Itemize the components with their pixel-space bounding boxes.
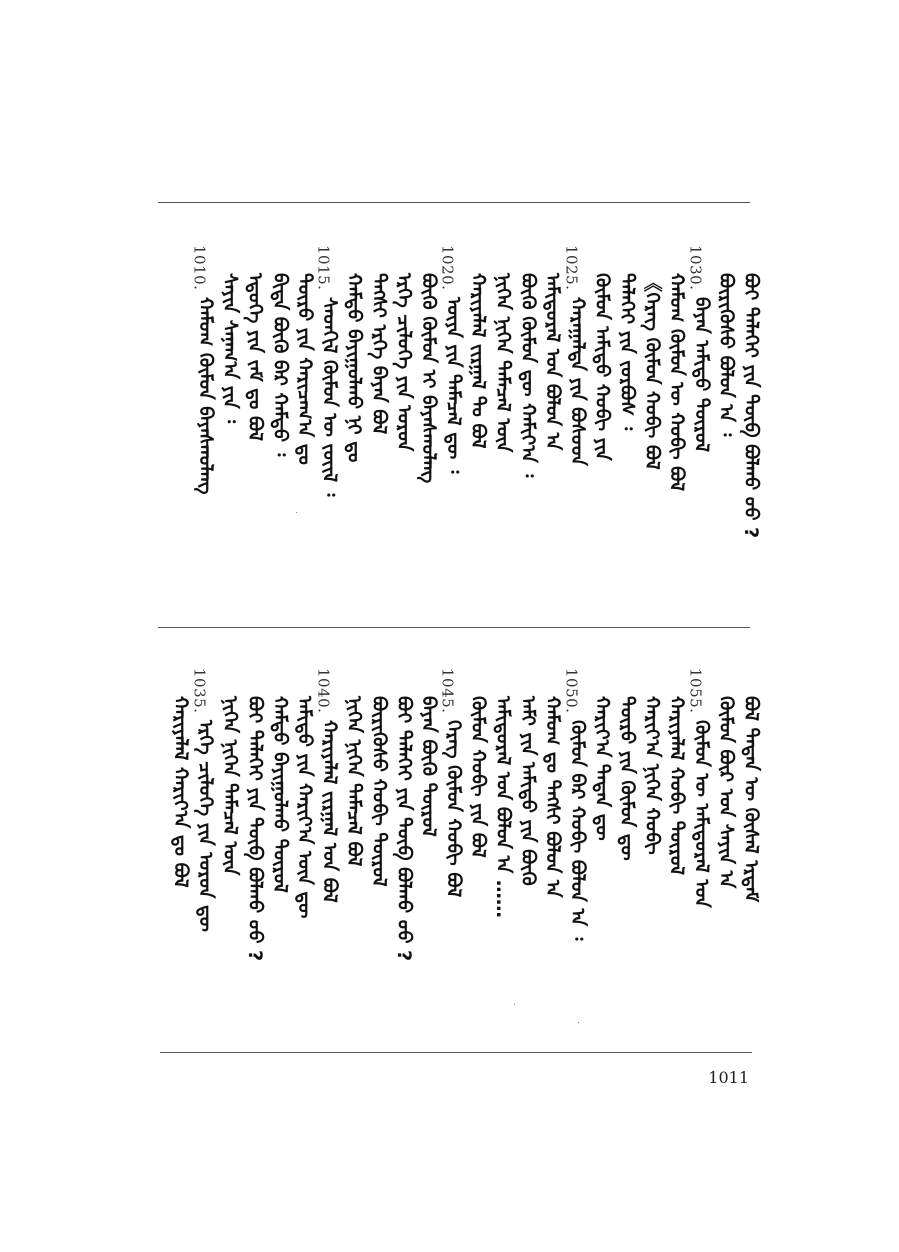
verse-line: ᠪᠣᠢ ᠳᠡᠯᠡᠬᠡᠢ ᠶᠢᠨ ᠲᠥᠪ ᠪᠣᠯᠬᠤ ᠤᠤ ? bbox=[392, 696, 415, 962]
verse-line: ᠬᠠᠷᠢᠶᠠᠯᠠᠯ ᠵᠢᠷᠭᠠᠯ ᠤᠨ ᠪᠣᠯ bbox=[318, 720, 341, 903]
line-number: 1010. bbox=[190, 245, 209, 291]
verse-line: ᠬᠠᠮᠲᠤ ᠪᠠᠶᠢᠭᠤᠯᠬᠤ ᠲᠥᠷᠥᠯ bbox=[268, 696, 291, 893]
verse-line: ᠨᠢᠭᠡᠨ ᠨᠢᠭᠡᠨ ᠲᠡᠮᠡᠴᠡᠯ ᠦᠨ bbox=[492, 273, 514, 453]
line-number: 1045. bbox=[438, 668, 457, 714]
verse-line: ᠰᠡᠳᠬᠢᠯ ᠬᠦᠮᠦᠨ ᠦ ᠵᠦᠢᠯ ᠄ bbox=[318, 297, 341, 497]
line-number: 1035. bbox=[190, 668, 209, 714]
verse-line: ᠬᠠᠷᠢᠶᠠᠯᠠᠯ ᠬᠤᠪᠢ ᠲᠥᠷᠥᠯ bbox=[665, 696, 688, 876]
verse-line: ᠪᠦᠬᠦ ᠬᠦᠮᠦᠨ ᠢ ᠪᠠᠶᠠᠰᠬᠤᠯᠠᠩ bbox=[417, 273, 440, 484]
verse-line: ᠬᠠᠷᠢᠶᠠᠯᠠᠯ ᠵᠢᠷᠭᠠᠯ ᠲᠤ ᠪᠣᠯ bbox=[467, 273, 490, 449]
line-number: 1020. bbox=[438, 245, 457, 291]
verse-line: ᠬᠦᠮᠦᠨ ᠪᠦᠷ ᠤᠨ ᠰᠠᠶᠢᠨ ᠠ bbox=[715, 696, 738, 889]
line-number: 1055. bbox=[686, 668, 705, 714]
verse-line: ᠦᠶᠡ ᠶᠢᠨ ᠲᠡᠮᠡᠴᠡᠯ ᠳᠦ ᠄ bbox=[442, 297, 465, 474]
line-number: 1025. bbox=[562, 245, 581, 291]
verse-line: ᠠᠮᠢ ᠶᠢᠨ ᠠᠮᠢᠳᠤ ᠶᠢᠨ ᠪᠦᠬᠦ bbox=[516, 696, 539, 886]
page-number: 1011 bbox=[708, 1068, 749, 1087]
verse-line: ᠰᠠᠶᠢᠨ ᠰᠠᠨᠠᠭ᠎ᠠ ᠶᠢᠨ ᠄ bbox=[219, 273, 242, 424]
verse-line: ᠨᠢᠭᠡᠨ ᠨᠢᠭᠡᠨ ᠲᠡᠮᠡᠴᠡᠯ ᠪᠣᠯ bbox=[343, 696, 366, 867]
verse-line: ᠳᠡᠯᠡᠬᠡᠢ ᠶᠢᠨ ᠵᠤᠷᠪᠤᠰ ᠄ bbox=[616, 273, 638, 431]
verse-line: ᠬᠠᠷᠢᠶ᠎ᠠ ᠲᠡᠳᠡᠨ ᠳᠦ bbox=[591, 696, 614, 841]
verse-line: ᠲᠡᠭᠰᠢ ᠡᠷᠬᠡ ᠪᠠᠶᠠᠨ ᠪᠣᠯ bbox=[368, 273, 390, 435]
verse-line: ᠬᠡᠷᠡᠭ ᠬᠦᠮᠦᠨ ᠬᠤᠪᠢ ᠪᠣᠯ bbox=[442, 720, 465, 898]
verse-line: ᠬᠠᠮᠤᠭ ᠬᠦᠮᠦᠨ ᠪᠠᠶᠠᠰᠬᠤᠯᠠᠩ bbox=[194, 297, 217, 495]
verse-line: ᠬᠠᠮᠤᠭ ᠬᠦᠮᠦᠨ ᠦ ᠬᠤᠪᠢ ᠪᠣᠯ bbox=[665, 273, 688, 492]
verse-line: ᠬᠠᠷᠢᠶ᠎ᠠ ᠨᠢᠭᠡᠨ ᠬᠤᠪᠢ bbox=[640, 696, 663, 855]
verse-line: ᠪᠣᠢ ᠳᠡᠯᠡᠬᠡᠢ ᠶᠢᠨ ᠲᠥᠪ ᠪᠣᠯᠬᠤ ᠤᠤ ? bbox=[244, 696, 266, 962]
scan-speck bbox=[578, 1022, 579, 1023]
top-rule bbox=[158, 202, 750, 203]
verse-line: ᠪᠦᠷᠢᠭᠦᠰᠦ ᠪᠣᠯᠤᠨ ᠠ ᠄ bbox=[715, 273, 738, 437]
verse-line: ᠪᠦᠬᠦ ᠬᠦᠮᠦᠨ ᠳᠦ ᠬᠠᠮᠢᠶ᠎ᠠ ᠄ bbox=[516, 273, 539, 478]
verse-line: 《ᠬᠡᠷᠡᠭ ᠬᠦᠮᠦᠨ ᠬᠤᠪᠢ ᠪᠣᠯ bbox=[640, 273, 663, 470]
verse-line: ᠲᠥᠷᠥ ᠶᠢᠨ ᠬᠠᠷᠢᠴᠠᠭ᠎ᠠ ᠳᠤ bbox=[293, 273, 316, 465]
verse-line: ᠬᠠᠮᠤᠭ ᠳᠤ ᠲᠡᠭᠰᠢ ᠪᠣᠯᠤᠨ ᠠ bbox=[541, 696, 564, 898]
verse-line: ᠪᠠᠶᠠᠨ ᠪᠦᠬᠦ ᠲᠥᠷᠥᠯ bbox=[417, 696, 440, 837]
verse-line: ᠨᠢᠭᠡᠨ ᠨᠢᠭᠡᠨ ᠲᠡᠮᠡᠴᠡᠯ ᠦᠨ bbox=[219, 696, 242, 876]
verse-line: ᠪᠣᠯ ᠲᠡᠳᠡᠨ ᠦ ᠬᠦᠰᠡᠯ ᠡᠷᠳᠡᠮ bbox=[740, 696, 762, 903]
verse-line: ᠲᠥᠷᠥ ᠶᠢᠨ ᠬᠦᠮᠦᠨ ᠳᠦ bbox=[616, 696, 638, 861]
line-number: 1040. bbox=[314, 668, 333, 714]
verse-line: ᠪᠦᠷᠢᠭᠦᠰᠦ ᠬᠤᠪᠢ ᠲᠥᠷᠥᠯ bbox=[368, 696, 390, 887]
scan-speck bbox=[514, 1004, 515, 1005]
verse-line: ᠠᠮᠢᠳᠤ ᠶᠢᠨ ᠬᠠᠷᠢᠶ᠎ᠠ ᠦᠨ ᠳᠦ bbox=[293, 696, 316, 919]
bottom-rule bbox=[160, 1052, 752, 1053]
verse-line: ᠪᠣᠢ ᠳᠡᠯᠡᠬᠡᠢ ᠶᠢᠨ ᠲᠥᠪ ᠪᠣᠯᠬᠤ ᠤᠤ ? bbox=[740, 273, 762, 539]
verse-line: ᠬᠠᠷᠠᠭᠠᠯᠲᠠ ᠶᠢᠨ ᠪᠤᠰᠤᠳ bbox=[566, 297, 589, 466]
scan-speck bbox=[296, 512, 297, 513]
verse-line: ᠬᠦᠮᠦᠨ ᠦ ᠠᠮᠢᠳᠤᠷᠠᠯ ᠤᠨ bbox=[690, 720, 713, 908]
verse-line: ᠡᠳᠦᠭᠡ ᠶᠢᠨ ᠵᠠᠮ ᠳᠤ ᠪᠣᠯ bbox=[244, 273, 266, 441]
line-number: 1015. bbox=[314, 245, 333, 291]
verse-line: ᠬᠠᠮᠲᠤ ᠪᠠᠶᠢᠭᠤᠯᠬᠤ ᠨᠢ ᠳᠤ bbox=[343, 273, 366, 463]
verse-line: ᠬᠦᠮᠦᠨ ᠪᠡᠷ ᠬᠤᠪᠢ ᠪᠣᠯᠤᠨ ᠠ ᠄ bbox=[566, 720, 589, 941]
line-number: 1030. bbox=[686, 245, 705, 291]
verse-line: ᠪᠠᠶᠠᠨ ᠠᠮᠢᠳᠤ ᠲᠥᠷᠥᠯ bbox=[690, 297, 713, 453]
verse-line: ᠡᠷᠬᠡ ᠴᠢᠯᠦᠭᠡ ᠶᠢᠨ ᠤᠷᠤᠨ bbox=[392, 273, 415, 452]
verse-line: ᠬᠦᠮᠦᠨ ᠬᠤᠪᠢ ᠶᠢᠨ ᠪᠣᠯ bbox=[467, 696, 490, 858]
verse-line: ᠬᠦᠮᠦᠨ ᠠᠮᠢᠳᠤ ᠬᠤᠪᠢ ᠶᠢᠨ bbox=[591, 273, 614, 461]
verse-line: ᠠᠮᠢᠳᠤᠷᠠᠯ ᠤᠨ ᠪᠣᠯᠤᠨ ᠠ …… bbox=[492, 696, 514, 918]
verse-line: ᠪᠢᠳᠡ ᠪᠦᠬᠦ ᠪᠡᠷ ᠬᠠᠮᠲᠤ ᠄ bbox=[268, 273, 291, 457]
verse-line: ᠠᠮᠢᠳᠤᠷᠠᠯ ᠤᠨ ᠪᠣᠯᠤᠨ ᠠ bbox=[541, 273, 564, 451]
verse-line: ᠡᠷᠬᠡ ᠴᠢᠯᠦᠭᠡ ᠶᠢᠨ ᠤᠷᠤᠨ ᠳᠦ bbox=[194, 720, 217, 932]
verse-line: ᠬᠠᠷᠢᠶᠠᠯᠠᠯ ᠬᠠᠷᠢᠶ᠎ᠠ ᠳᠤ ᠪᠣᠯ bbox=[169, 696, 192, 888]
middle-rule bbox=[158, 627, 750, 628]
line-number: 1050. bbox=[562, 668, 581, 714]
